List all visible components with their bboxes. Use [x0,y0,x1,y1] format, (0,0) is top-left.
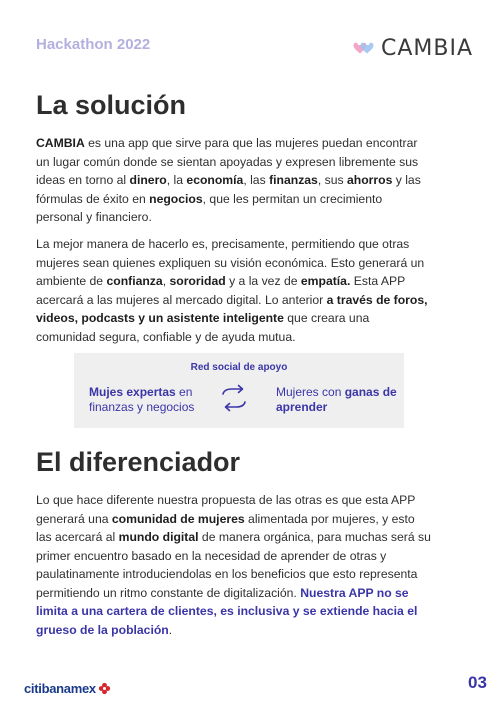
text-run: ganas de aprender [276,385,397,414]
banamex-wordmark: banamex [41,681,96,696]
text-run: ahorros [346,173,393,187]
text-run: Lo que hace diferente nuestra propuesta de las otras es que esta APP generará una [36,493,416,526]
text-run: . [168,622,173,637]
text-run: de manera orgánica, para muchas será su primer encuentro basado en la necesidad de aprender de otras y paulatinamente introduciendolas en los beneficios que esto representa permitiendo un ritmo constante de digitalización. [36,530,431,600]
solution-paragraph-1 [36,134,431,227]
text-run: La mejor manera de hacerlo es, precisamente, permitiendo que otras mujeres sean quienes expliquen su visión económica. Esto generará un ambiente de [36,237,425,288]
text-run: Esta APP acercará a las mujeres al mercado digital. Lo anterior [36,274,405,307]
text-run: , las [243,173,270,187]
text-run: comunidad de mujeres [111,511,245,526]
page-number: 03 [468,673,487,692]
text-run: Nuestra APP no se limita a una cartera de clientes, es inclusiva y se extiende hacia el grueso de la población [36,585,418,637]
diagram-experts-label [89,385,219,415]
diagram-learners-label [276,385,401,415]
citi-wordmark: citi [24,681,42,696]
solution-paragraph-2 [36,235,431,346]
text-run: confianza [106,274,163,288]
cambia-logo [352,36,473,61]
text-run: mundo digital [118,530,199,544]
event-title: Hackathon 2022 [36,36,151,53]
text-run: negocios [149,191,203,206]
text-run: alimentada por mujeres, y esto las acercará al [36,511,415,544]
text-run: a través de foros, videos, podcasts y un asistente inteligente [36,292,428,325]
text-run: y a la vez de [225,274,301,288]
text-run: finanzas [269,173,318,187]
text-run: en finanzas y negocios [89,385,195,414]
hearts-icon [352,40,376,58]
text-run: , [162,274,170,288]
text-run: economía [186,173,244,187]
text-run: dinero [129,173,167,187]
exchange-arrows-icon [219,383,249,413]
citibanamex-logo [24,681,111,696]
differentiator-paragraph [36,491,431,639]
banamex-flower-icon [98,682,111,695]
text-run: empatía. [300,274,351,288]
text-run: Mujeres con [276,385,345,399]
text-run: sororidad [169,274,226,288]
text-run: y las fórmulas de éxito en [36,173,421,206]
text-run: , que les permitan un crecimiento personal y financiero. [36,191,383,224]
diagram-title: Red social de apoyo [190,362,288,373]
text-run: Mujes expertas [89,385,176,399]
text-run: que creara una comunidad segura, confiable y de ayuda mutua. [36,311,370,344]
solution-heading: La solución [36,90,187,120]
text-run: es una app que sirve para que las mujeres puedan encontrar un lugar común donde se sientan apoyadas y expresen libremente sus ideas en torno al [36,136,419,187]
text-run: CAMBIA [36,136,85,150]
text-run: , sus [317,173,347,187]
text-run: , la [166,173,187,187]
logo-wordmark: CAMBIA [381,36,474,61]
support-network-diagram [74,353,404,428]
differentiator-heading: El diferenciador [36,447,241,477]
